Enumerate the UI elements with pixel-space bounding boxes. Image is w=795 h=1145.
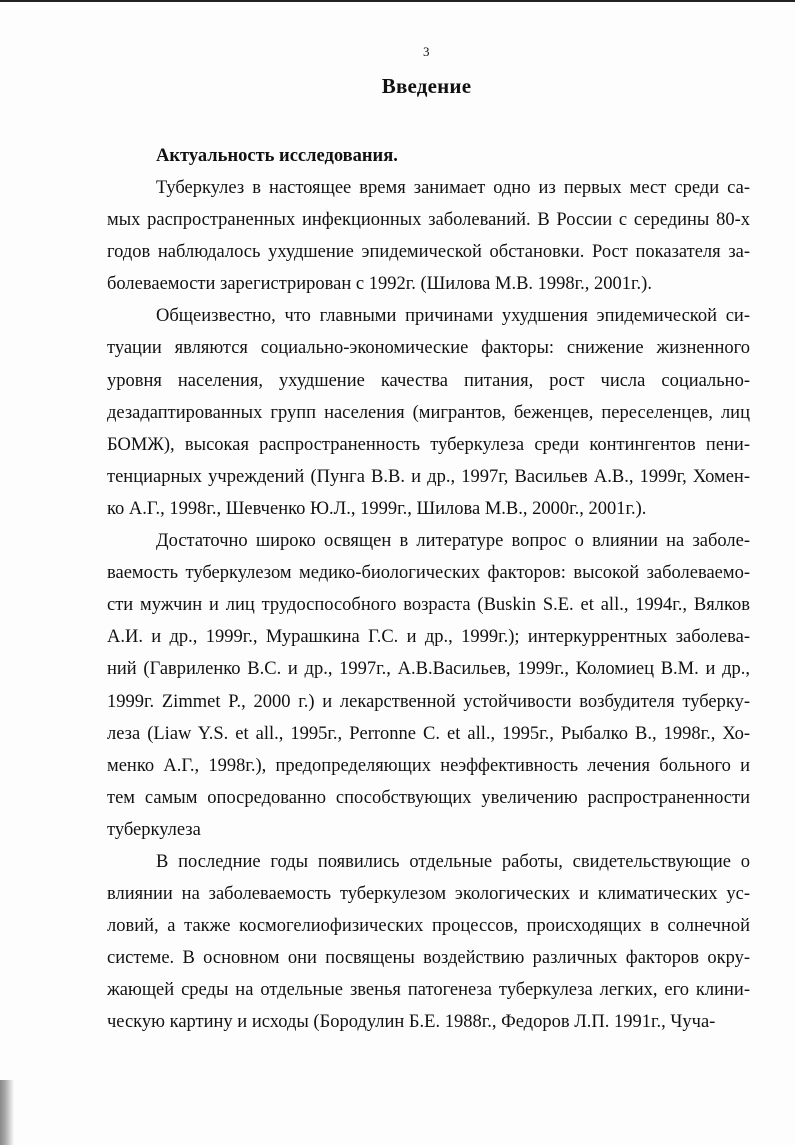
text-line: 1999г. Zimmet P., 2000 г.) и лекарственной устойчивости возбудителя туберку- [107, 691, 750, 712]
text-line: В последние годы появились отдельные работы, свидетельствующие о [156, 851, 750, 872]
scan-top-border [0, 0, 795, 2]
text-line: Достаточно широко освящен в литературе вопрос о влиянии на заболе- [156, 531, 750, 552]
text-line: годов наблюдалось ухудшение эпидемической обстановки. Рост показателя за- [107, 242, 750, 263]
text-line: ваемость туберкулезом медико-биологических факторов: высокой заболеваемо- [107, 563, 750, 584]
page-title: Введение [381, 74, 472, 98]
text-line: Туберкулез в настоящее время занимает одно из первых мест среди са- [156, 178, 750, 198]
text-line: туберкулеза [107, 819, 201, 840]
section-subtitle: Актуальность исследования. [156, 146, 398, 166]
text-line: системе. В основном они посвящены воздействию различных факторов окру- [107, 948, 750, 969]
body-text [107, 172, 750, 1039]
paragraph [107, 846, 750, 1039]
text-line: Общеизвестно, что главными причинами ухудшения эпидемической си- [156, 306, 750, 327]
text-line: леза (Liaw Y.S. et all., 1995г., Perronne C. et all., 1995г., Рыбалко В., 1998г., Хо- [107, 723, 750, 744]
page-number: 3 [423, 44, 430, 59]
text-line: дезадаптированных групп населения (мигрантов, беженцев, переселенцев, лиц [107, 402, 750, 423]
text-line: сти мужчин и лиц трудоспособного возраста (Buskin S.E. et all., 1994г., Вялков [107, 595, 750, 616]
text-line: ний (Гавриленко В.С. и др., 1997г., А.В.Васильев, 1999г., Коломиец В.М. и др., [107, 659, 750, 680]
text-line: жающей среды на отдельные звенья патогенеза туберкулеза легких, его клини- [107, 980, 750, 1001]
text-line: тем самым опосредованно способствующих увеличению распространенности [107, 787, 750, 808]
text-line: БОМЖ), высокая распространенность туберкулеза среди контингентов пени- [107, 434, 750, 455]
text-line: туации являются социально-экономические факторы: снижение жизненного [107, 338, 750, 359]
text-line: менко А.Г., 1998г.), предопределяющих неэффективность лечения больного и [107, 755, 750, 776]
paragraph [107, 300, 750, 525]
scan-edge-shadow [0, 1080, 14, 1145]
paragraph [107, 172, 750, 300]
text-line: уровня населения, ухудшение качества питания, рост числа социально- [107, 370, 750, 391]
text-line: ко А.Г., 1998г., Шевченко Ю.Л., 1999г., Шилова М.В., 2000г., 2001г.). [107, 498, 647, 519]
text-line: тенциарных учреждений (Пунга В.В. и др., 1997г, Васильев А.В., 1999г, Хомен- [107, 466, 750, 487]
paragraph [107, 525, 750, 846]
text-line: ловий, а также космогелиофизических процессов, происходящих в солнечной [107, 916, 750, 937]
text-line: болеваемости зарегистрирован с 1992г. (Шилова М.В. 1998г., 2001г.). [107, 274, 652, 295]
text-line: влиянии на заболеваемость туберкулезом экологических и климатических ус- [107, 884, 750, 905]
text-line: ческую картину и исходы (Бородулин Б.Е. 1988г., Федоров Л.П. 1991г., Чуча- [107, 1012, 716, 1033]
text-line: А.И. и др., 1999г., Мурашкина Г.С. и др., 1999г.); интеркуррентных заболева- [107, 627, 750, 648]
text-line: мых распространенных инфекционных заболеваний. В России с середины 80-х [107, 210, 750, 231]
